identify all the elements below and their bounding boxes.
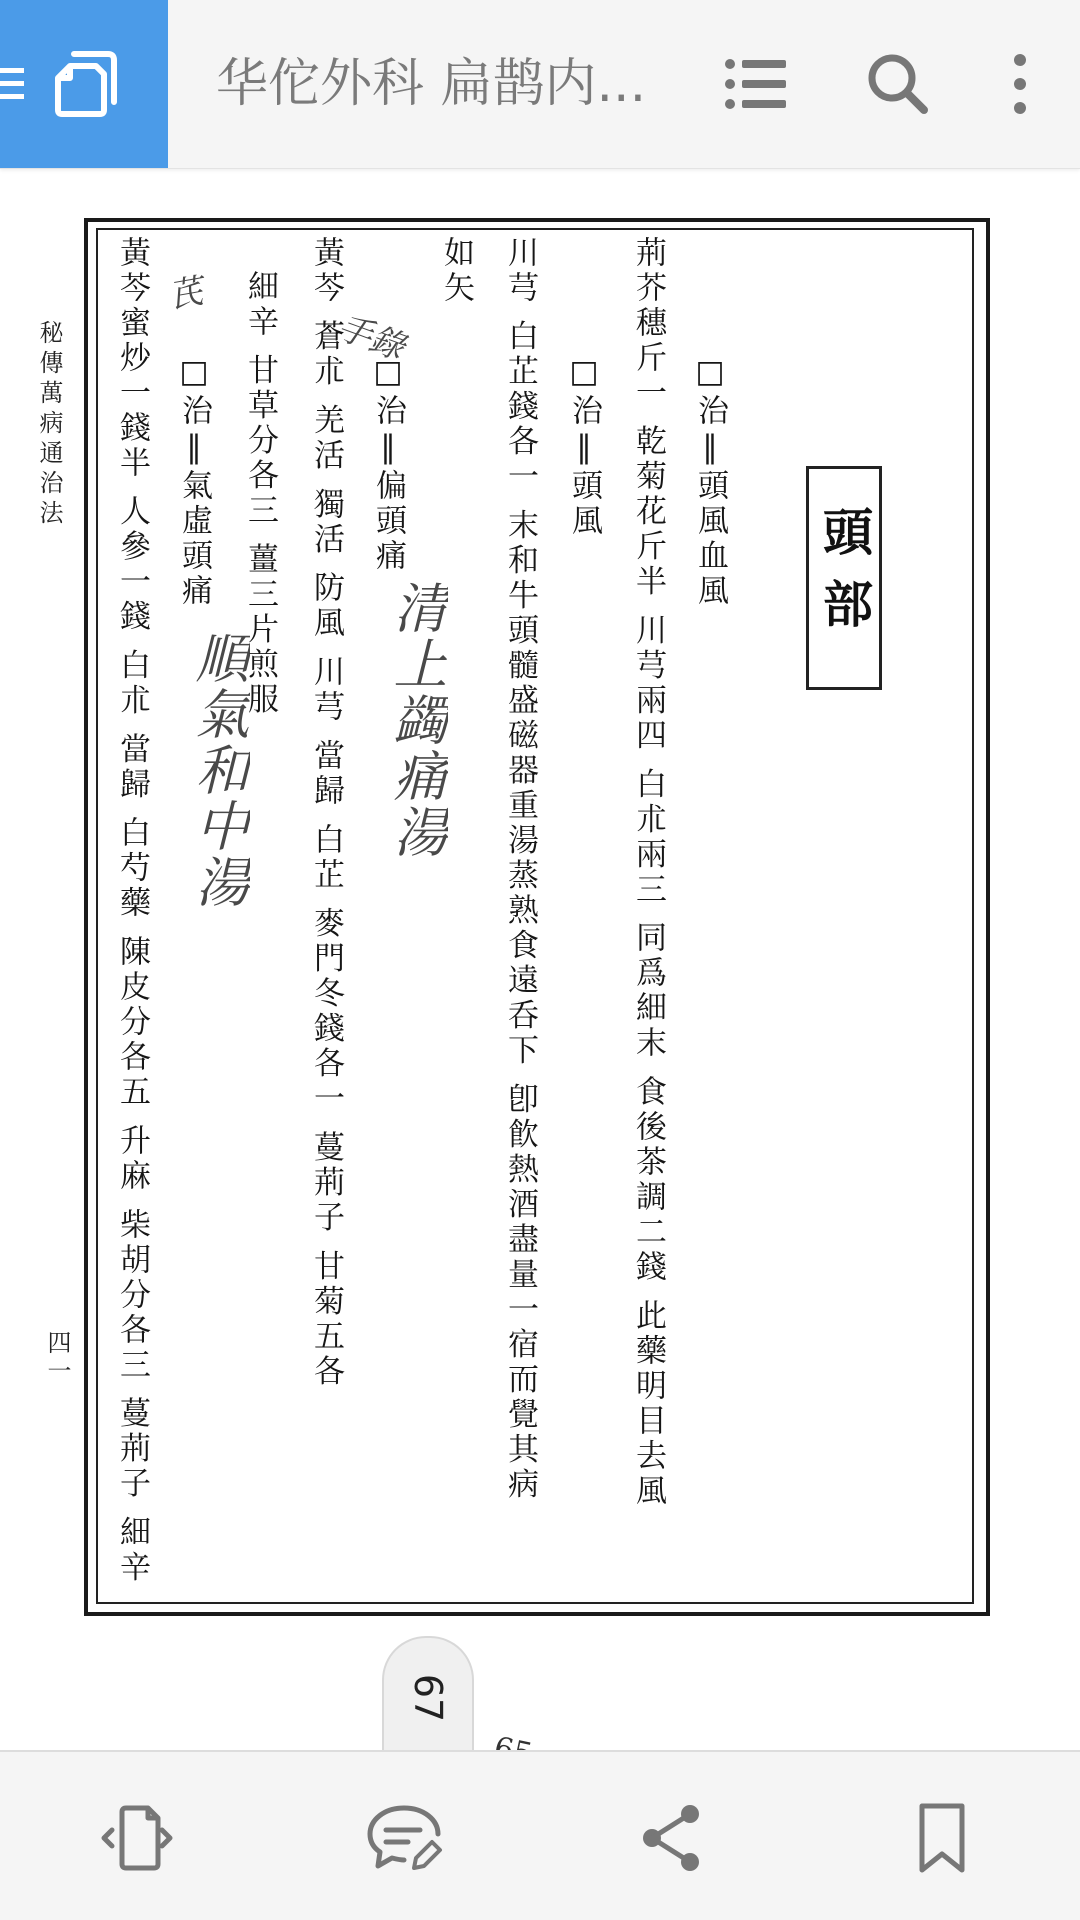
top-toolbar xyxy=(0,0,1080,169)
copy-document-icon xyxy=(52,48,120,120)
text-column-6: □治‖偏頭痛 xyxy=(370,354,406,574)
page-number: 67 xyxy=(405,1673,450,1723)
bookmark-icon[interactable] xyxy=(902,1798,982,1878)
search-icon[interactable] xyxy=(866,52,930,116)
more-vertical-icon[interactable] xyxy=(1000,52,1040,116)
text-column-3: □治‖頭風 xyxy=(566,354,602,539)
comment-edit-icon[interactable] xyxy=(364,1798,444,1878)
text-column-8: 細辛 甘草分各三 薑三片煎服 xyxy=(242,270,278,718)
text-column-1: □治‖頭風血風 xyxy=(692,354,728,609)
handwritten-note-small-2: 芪 xyxy=(165,271,206,317)
menu-lines-icon[interactable] xyxy=(0,66,24,102)
document-title: 华佗外科 扁鹊内... xyxy=(216,54,647,114)
handwritten-note-2: 順氣和中湯 xyxy=(187,630,250,910)
text-column-10: 黃芩蜜炒一錢半 人參一錢 白朮 當歸 白芍藥 陳皮分各五 升麻 柴胡分各三 蔓荊子 細辛 xyxy=(114,236,150,1586)
list-icon[interactable] xyxy=(724,52,788,116)
side-page-number: 四一 xyxy=(43,1330,71,1386)
convert-document-icon[interactable] xyxy=(96,1798,176,1878)
document-page[interactable] xyxy=(0,170,1080,1750)
document-button[interactable] xyxy=(0,0,168,168)
handwritten-note-1: 清上蠲痛湯 xyxy=(385,580,448,860)
text-column-7: 黃芩 蒼朮 羌活 獨活 防風 川芎 當歸 白芷 麥門冬錢各一 蔓荊子 甘菊五各 xyxy=(308,236,344,1390)
section-heading: 頭部 xyxy=(815,506,874,650)
text-column-4: 川芎 白芷錢各一 末和牛頭髓盛磁器重湯蒸熟食遠呑下 卽飮熱酒盡量一宿而覺其病 xyxy=(502,236,538,1503)
text-column-9: □治‖氣虛頭痛 xyxy=(176,354,212,609)
handwritten-note-small-1: 手錄 xyxy=(332,307,410,369)
page-number-tab[interactable] xyxy=(382,1636,474,1758)
text-column-2: 荊芥穗斤一 乾菊花斤半 川芎兩四 白朮兩三 同爲細末 食後茶調二錢 此藥明目去風 xyxy=(630,236,666,1510)
share-icon[interactable] xyxy=(632,1798,712,1878)
section-heading-box xyxy=(806,466,882,690)
side-book-title: 秘傳萬病通治法 xyxy=(35,320,63,530)
bottom-toolbar xyxy=(0,1750,1080,1920)
text-column-5: 如矢 xyxy=(438,236,474,306)
